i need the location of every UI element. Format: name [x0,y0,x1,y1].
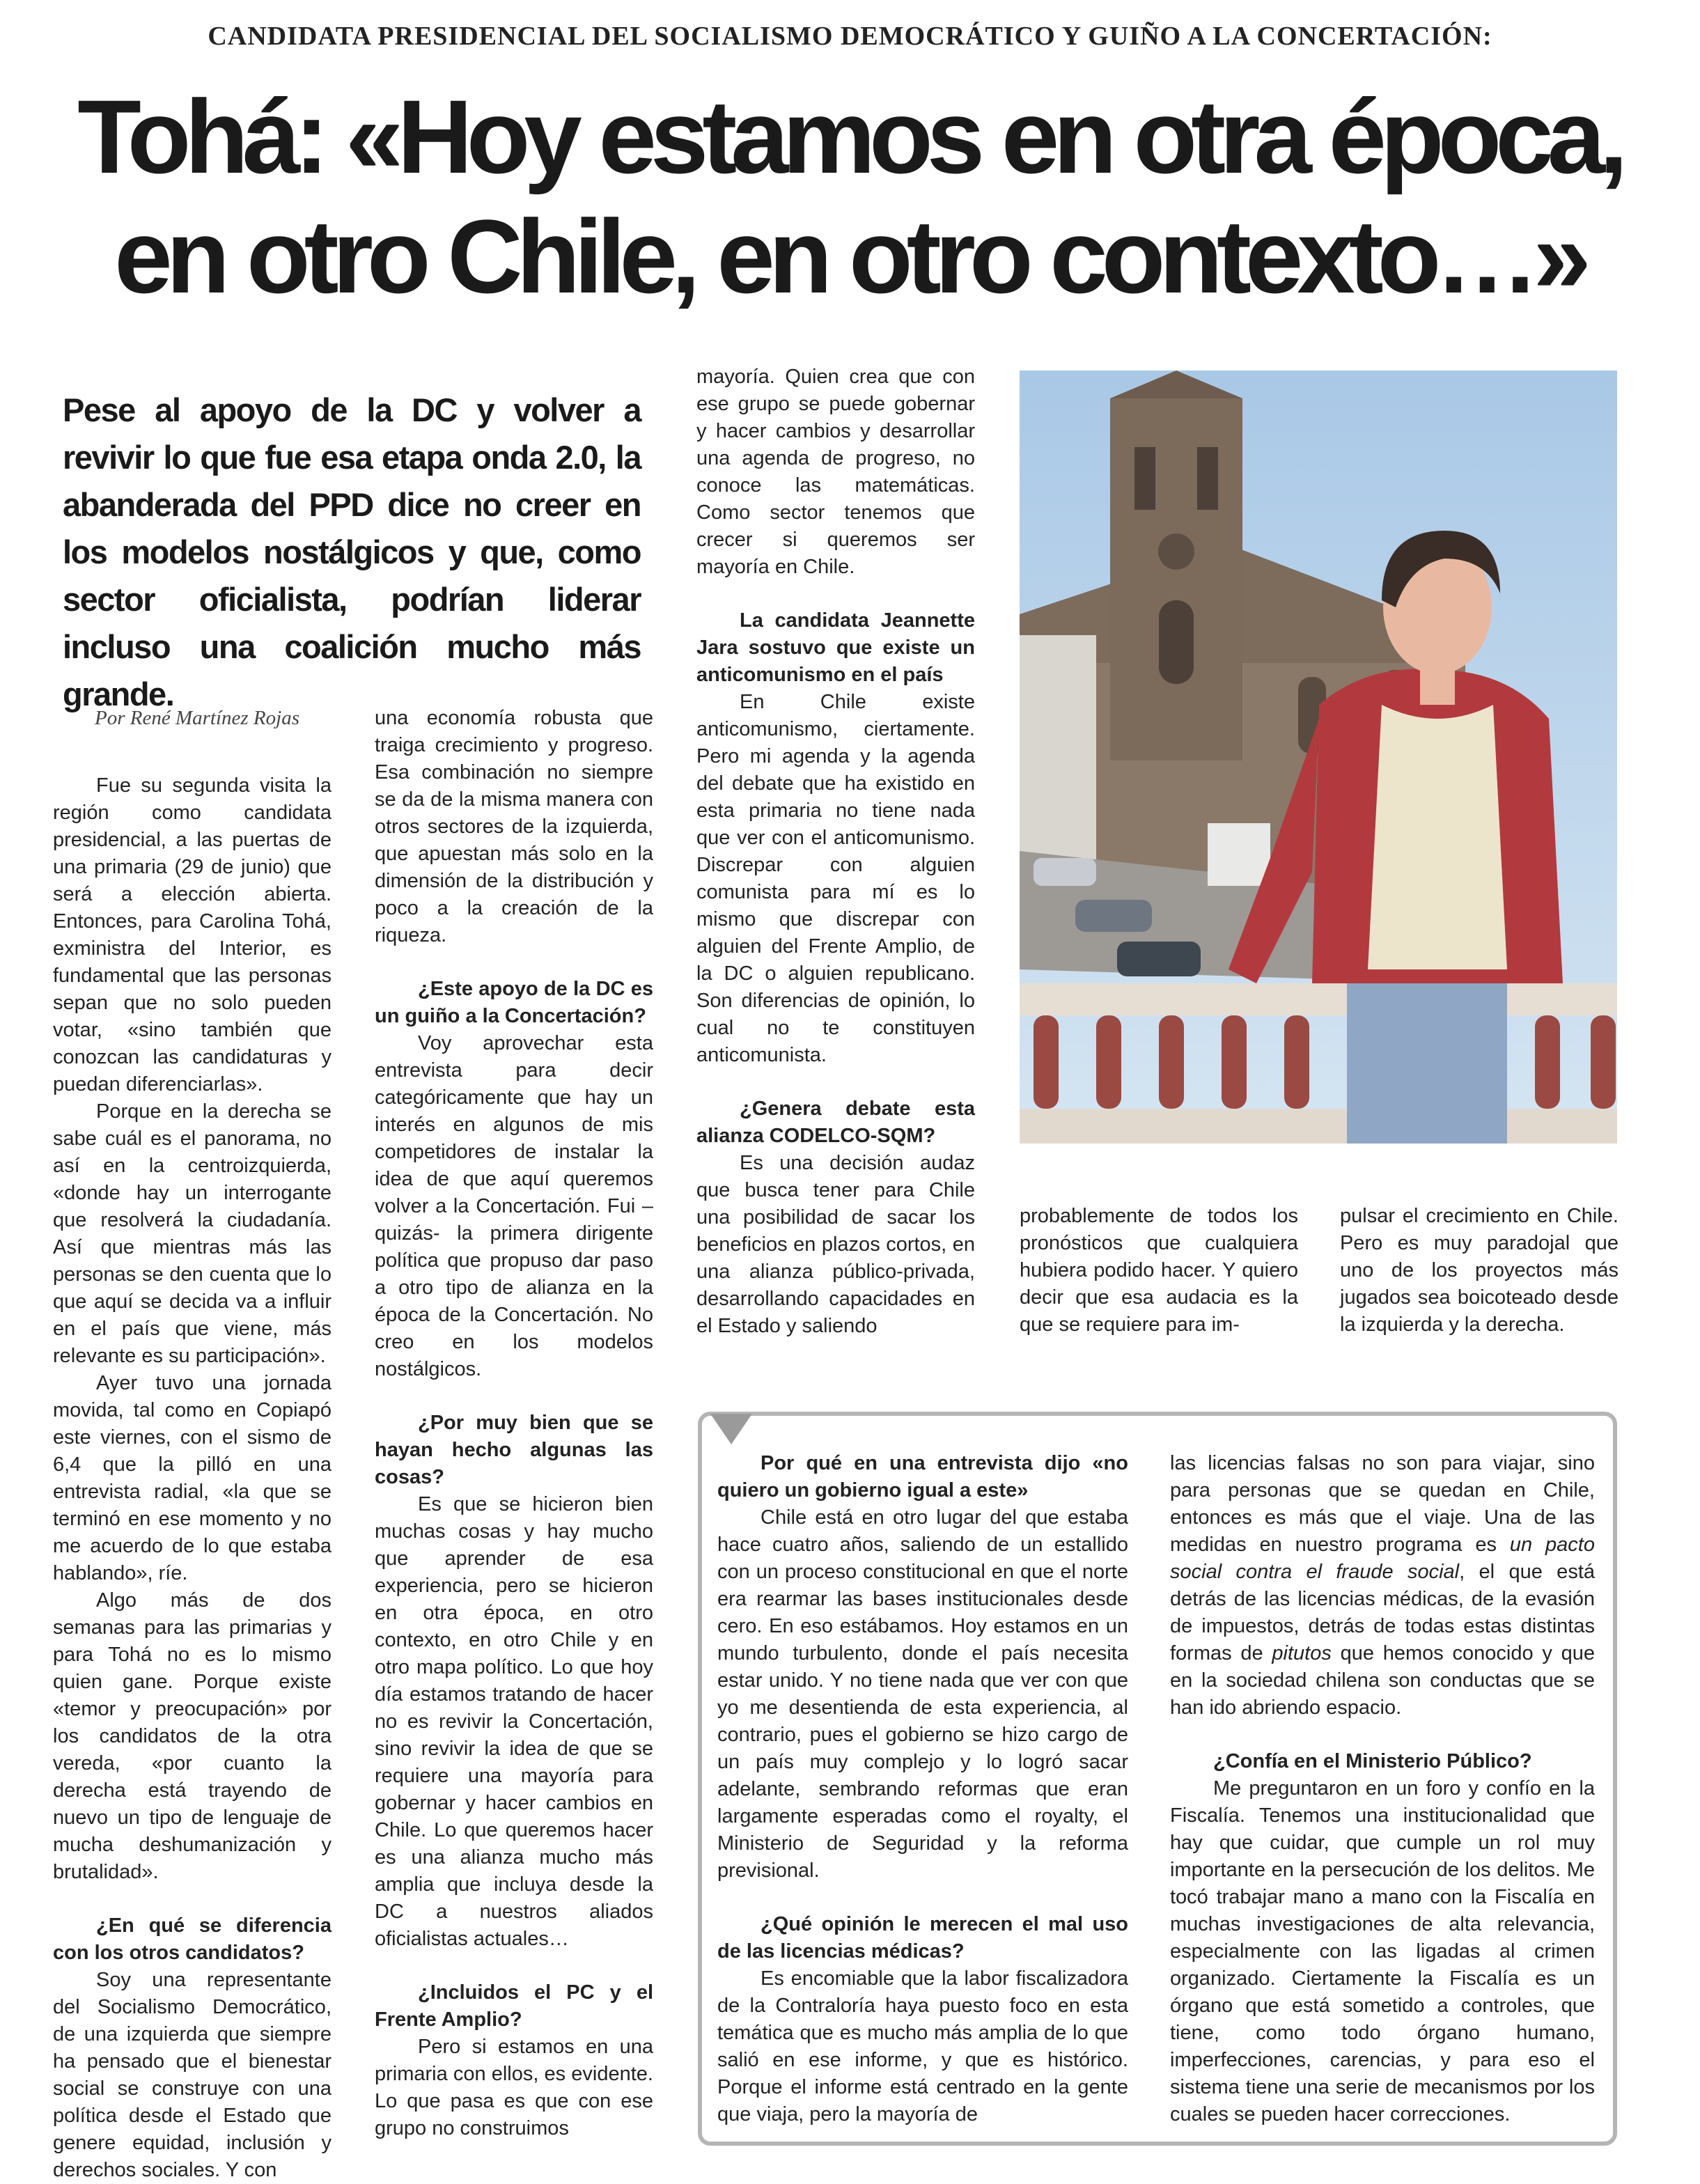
answer-paragraph: Me preguntaron en un foro y confío en la Fiscalía. Tenemos una institucionalidad que hay que cuidar, que cumple un rol muy importante en la persecución de los delitos. Me tocó trabajar mano a mano con la Fiscalía en muchas investigaciones de alta relevancia, especialmente con las ligadas al crimen organizado. Ciertamente la Fiscalía es un órgano que está sometido a controles, que tiene, como todo órgano humano, imperfecciones, carencias, y para eso el sistema tiene una serie de mecanismos por los cuales se pueden hacer correcciones. [1170,1777,1595,2126]
photo-illustration [1020,370,1617,1144]
headline-line-2: en otro Chile, en otro contexto…» [114,198,1585,315]
body-paragraph: mayoría. Quien crea que con ese grupo se puede gobernar y hacer cambios y desarrollar una agenda de progreso, no conoce las matemáticas. Como sector tenemos que crecer si queremos ser mayoría en Chile. [696,366,975,578]
box-column-right [1170,1450,1595,2128]
question-heading: Por qué en una entrevista dijo «no quiero un gobierno igual a este» [717,1452,1128,1502]
body-paragraph: Algo más de dos semanas para las primarias y para Tohá no es lo mismo quien gane. Porque existe «temor y preocupación» por los candidatos de la otra vereda, «por cuanto la derecha está trayendo de nuevo un tipo de lenguaje de mucha deshumanización y brutalidad». [53,1589,332,1883]
body-paragraph: una economía robusta que traiga crecimiento y progreso. Esa combinación no siempre se da de la misma manera con otros sectores de la izquierda, que apuestan más solo en la dimensión de la distribución y poco a la creación de la riqueza. [375,707,653,946]
body-paragraph: Fue su segunda visita la región como candidata presidencial, a las puertas de una primaria (29 de junio) que será a elección abierta. Entonces, para Carolina Tohá, exministra del Interior, es fundamental que las personas sepan que no solo pueden votar, «sino también que conozcan las candidaturas y puedan diferenciarlas». [53,774,332,1095]
answer-paragraph: Chile está en otro lugar del que estaba hace cuatro años, saliendo de un estallido con un proceso constitucional en que el norte era rearmar las bases institucionales desde cero. En eso estábamos. Hoy estamos en un mundo turbulento, donde el país necesita estar unido. Y no tiene nada que ver con que yo me desentienda de esta experiencia, al contrario, pues el gobierno se hizo cargo de un país muy complejo y lo logró sacar adelante, sembrando reformas que eran largamente esperadas como el royalty, el Ministerio de Seguridad y la reforma previsional. [717,1506,1128,1882]
column-4 [1020,1203,1298,1339]
column-5 [1340,1203,1619,1339]
body-paragraph: Ayer tuvo una jornada movida, tal como en Copiapó este viernes, con el sismo de 6,4 que la pilló en una entrevista radial, «la que se terminó en ese momento y no me acuerdo de lo que estaba hablando», ríe. [53,1372,332,1584]
text-run: , el que está detrás de las licencias médicas, de la evasión de impuestos, detrás de todas estas distintas formas de [1170,1561,1595,1664]
column-2 [375,705,653,2142]
box-corner-triangle-icon [710,1414,752,1444]
question-heading: ¿Qué opinión le merecen el mal uso de las licencias médicas? [717,1913,1128,1963]
text-emphasis: pitutos [1272,1642,1332,1664]
answer-paragraph: Pero si estamos en una primaria con ellos, es evidente. Lo que pasa es que con ese grupo no construimos [375,2036,653,2139]
answer-paragraph [1170,1450,1595,1722]
column-3 [696,364,975,1340]
question-heading: ¿Este apoyo de la DC es un guiño a la Concertación? [375,978,653,1027]
body-paragraph: pulsar el crecimiento en Chile. Pero es muy paradojal que uno de los proyectos más jugados sea boicoteado desde la izquierda y la derecha. [1340,1205,1619,1336]
answer-paragraph: Es encomiable que la labor fiscalizadora de la Contraloría haya puesto foco en esta temática que es mucho más amplia de lo que salió en ese informe, y que es histórico. Porque el informe está centrado en la gente que viaja, pero la mayoría de [717,1967,1128,2126]
body-paragraph: probablemente de todos los pronósticos que cualquiera hubiera podido hacer. Y quiero decir que esa audacia es la que se requiere para im- [1020,1205,1298,1336]
headline-line-1: Tohá: «Hoy estamos en otra época, [77,78,1622,195]
question-heading: ¿En qué se diferencia con los otros candidatos? [53,1914,332,1964]
question-heading: ¿Confía en el Ministerio Público? [1213,1750,1532,1772]
question-heading: ¿Incluidos el PC y el Frente Amplio? [375,1981,653,2031]
question-heading: ¿Genera debate esta alianza CODELCO-SQM? [696,1098,975,1147]
text-run: las licencias falsas no son para viajar, sino para personas que se quedan en Chile, entonces es más que el viaje. Una de las medidas en nuestro programa es [1170,1452,1595,1556]
question-heading: ¿Por muy bien que se hayan hecho algunas las cosas? [375,1412,653,1488]
photo-candidate [1020,370,1617,1144]
text-run: que hemos conocido y que en la sociedad chilena son conductas que se han ido abriendo espacio. [1170,1642,1595,1719]
answer-paragraph: En Chile existe anticomunismo, ciertamente. Pero mi agenda y la agenda del debate que ha existido en esta primaria no tiene nada que ver con el anticomunismo. Discrepar con alguien comunista para mí es lo mismo que discrepar con alguien del Frente Amplio, de la DC o alguien republicano. Son diferencias de opinión, lo cual no te constituyen anticomunista. [696,691,975,1066]
headline [42,77,1658,316]
box-column-left [717,1450,1128,2128]
answer-paragraph: Es una decisión audaz que busca tener para Chile una posibilidad de sacar los beneficios en plazos cortos, en una alianza público-privada, desarrollando capacidades en el Estado y saliendo [696,1152,975,1337]
answer-paragraph: Es que se hicieron bien muchas cosas y hay mucho que aprender de esa experiencia, pero se hicieron en otra época, en otro contexto, en otro Chile y en otro mapa político. Lo que hoy día estamos tratando de hacer no es revivir la Concertación, sino revivir la idea de que se requiere una mayoría para gobernar y hacer cambios en Chile. Lo que queremos hacer es una alianza mucho más amplia que incluya desde la DC a nuestros aliados oficialistas actuales… [375,1493,653,1950]
kicker: CANDIDATA PRESIDENCIAL DEL SOCIALISMO DEMOCRÁTICO Y GUIÑO A LA CONCERTACIÓN: [208,22,1492,51]
question-heading: La candidata Jeannette Jara sostuvo que existe un anticomunismo en el país [696,609,975,686]
byline: Por René Martínez Rojas [95,707,299,729]
answer-paragraph: Soy una representante del Socialismo Democrático, de una izquierda que siempre ha pensado que el bienestar social se construye con una política desde el Estado que genere equidad, inclusión y derechos sociales. Y con [53,1969,332,2181]
lead-paragraph: Pese al apoyo de la DC y volver a revivir lo que fue esa etapa onda 2.0, la abanderada del PPD dice no creer en los modelos nostálgicos y que, como sector oficialista, podrían liderar incluso una coalición mucho más grande. [63,391,641,712]
answer-paragraph: Voy aprovechar esta entrevista para decir categóricamente que hay un interés en algunos de mis competidores de instalar la idea de que aquí queremos volver a la Concertación. Fui –quizás- la primera dirigente política que propuso dar paso a otro tipo de alianza en la época de la Concertación. No creo en los modelos nostálgicos. [375,1032,653,1380]
body-paragraph: Porque en la derecha se sabe cuál es el panorama, no así en la centroizquierda, «donde hay un interrogante que resolverá la ciudadanía. Así que mientras más las personas se den cuenta que lo que aquí se decida va a influir en el país que viene, más relevante es su participación». [53,1100,332,1367]
text-emphasis: un pacto social contra el fraude social [1170,1534,1595,1583]
column-1 [53,705,332,2184]
